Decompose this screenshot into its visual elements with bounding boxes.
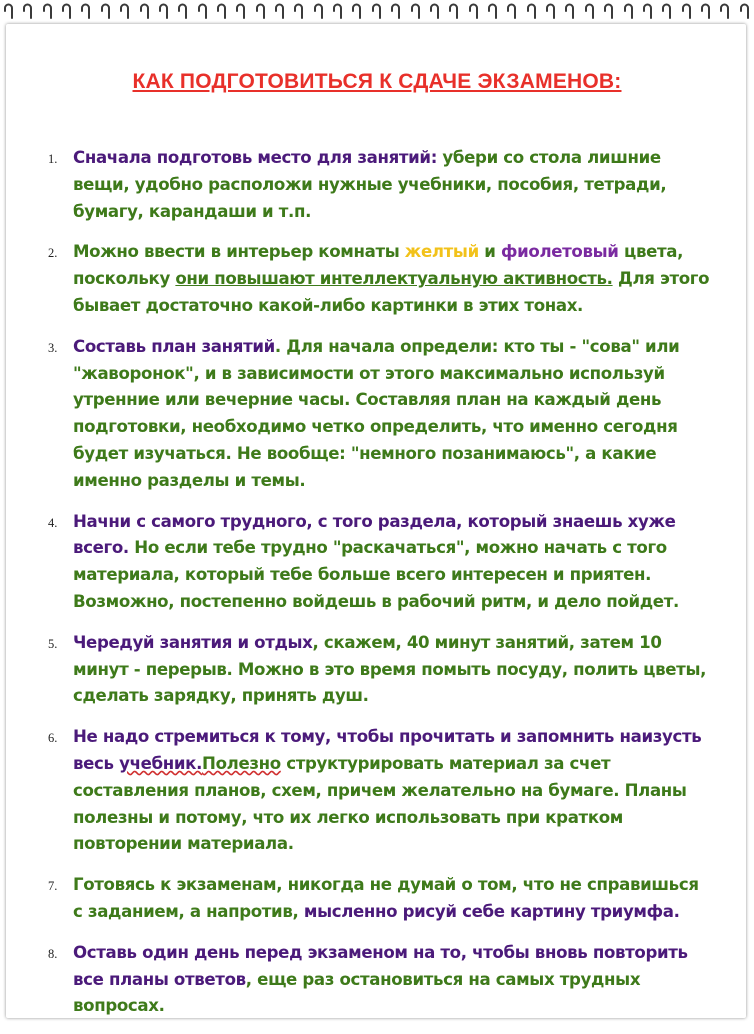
binding-ring [333,2,343,20]
item-text: Готовясь к экзаменам, никогда не думай о том, что не справишься с заданием, а напротив, мысленно рисуй себе картину триумфа. [73,875,699,921]
binding-ring [23,2,33,20]
item-text: Сначала подготовь место для занятий: убери со стола лишние вещи, удобно расположи нужные учебники, пособия, тетради, бумагу, карандаши и т.п. [73,148,667,221]
item-text: Можно ввести в интерьер комнаты желтый и фиолетовый цвета, поскольку они повышают интеллектуальную активность. Для этого бывает достаточно какой-либо картинки в этих тонах. [73,242,710,315]
spiral-binding [4,2,750,24]
binding-ring [275,2,285,20]
binding-ring [488,2,498,20]
item-number: 5. [48,636,58,651]
item-number: 7. [48,879,58,894]
binding-ring [314,2,324,20]
binding-ring [352,2,362,20]
binding-ring [43,2,53,20]
binding-ring [449,2,459,20]
list-item [0,509,754,616]
binding-ring [604,2,614,20]
list-item [0,239,754,319]
item-number: 4. [48,515,58,530]
binding-ring [585,2,595,20]
item-number: 6. [48,731,58,746]
item-number: 2. [48,246,58,261]
item-text: Чередуй занятия и отдых, скажем, 40 минут занятий, затем 10 минут - перерыв. Можно в это время помыть посуду, полить цветы, сделать зарядку, принять душ. [73,632,707,706]
binding-ring [469,2,479,20]
binding-ring [740,2,750,20]
binding-ring [198,2,208,20]
binding-ring [217,2,227,20]
binding-ring [81,2,91,20]
binding-ring [411,2,421,20]
item-text: Не надо стремиться к тому, чтобы прочитать и запомнить наизусть весь учебник.Полезно структурировать материал за счет составления планов, схем, причем желательно на бумаге. Планы полезны и потому, что их легко использовать при кратком повторении материала. [73,727,702,854]
list-item [0,724,754,858]
list-item [0,630,754,710]
binding-ring [546,2,556,20]
binding-ring [178,2,188,20]
binding-ring [159,2,169,20]
binding-ring [372,2,382,20]
binding-ring [527,2,537,20]
binding-ring [720,2,730,20]
item-number: 1. [48,152,58,166]
binding-ring [682,2,692,20]
item-text: Оставь один день перед экзаменом на то, чтобы вновь повторить все планы ответов, еще раз остановиться на самых трудных вопросах. [73,942,688,1016]
tips-list [0,145,754,1034]
binding-ring [62,2,72,20]
item-number: 8. [48,946,58,961]
item-text: Начни с самого трудного, с того раздела, который знаешь хуже всего. Но если тебе трудно "раскачаться", можно начать с того материала, который тебе больше всего интересен и приятен. Возможно, постепенно войдешь в рабочий ритм, и дело пойдет. [73,511,679,611]
binding-ring [140,2,150,20]
binding-ring [236,2,246,20]
binding-ring [391,2,401,20]
binding-ring [294,2,304,20]
binding-ring [430,2,440,20]
binding-ring [643,2,653,20]
list-item [0,872,754,926]
binding-ring [624,2,634,20]
binding-ring [120,2,130,20]
list-item [0,334,754,495]
list-item [0,145,754,225]
binding-ring [565,2,575,20]
binding-ring [4,2,14,20]
binding-ring [662,2,672,20]
binding-ring [701,2,711,20]
item-text: Составь план занятий. Для начала определи: кто ты - "сова" или "жаворонок", и в зависимости от этого максимально используй утренние или вечерние часы. Составляя план на каждый день подготовки, необходимо четко определить, что именно сегодня будет изучаться. Не вообще: "немного позанимаюсь", а какие именно разделы и темы. [73,336,680,490]
binding-ring [507,2,517,20]
binding-ring [101,2,111,20]
binding-ring [256,2,266,20]
page-title: КАК ПОДГОТОВИТЬСЯ К СДАЧЕ ЭКЗАМЕНОВ: [132,70,622,93]
list-item [0,940,754,1020]
item-number: 3. [48,340,58,355]
